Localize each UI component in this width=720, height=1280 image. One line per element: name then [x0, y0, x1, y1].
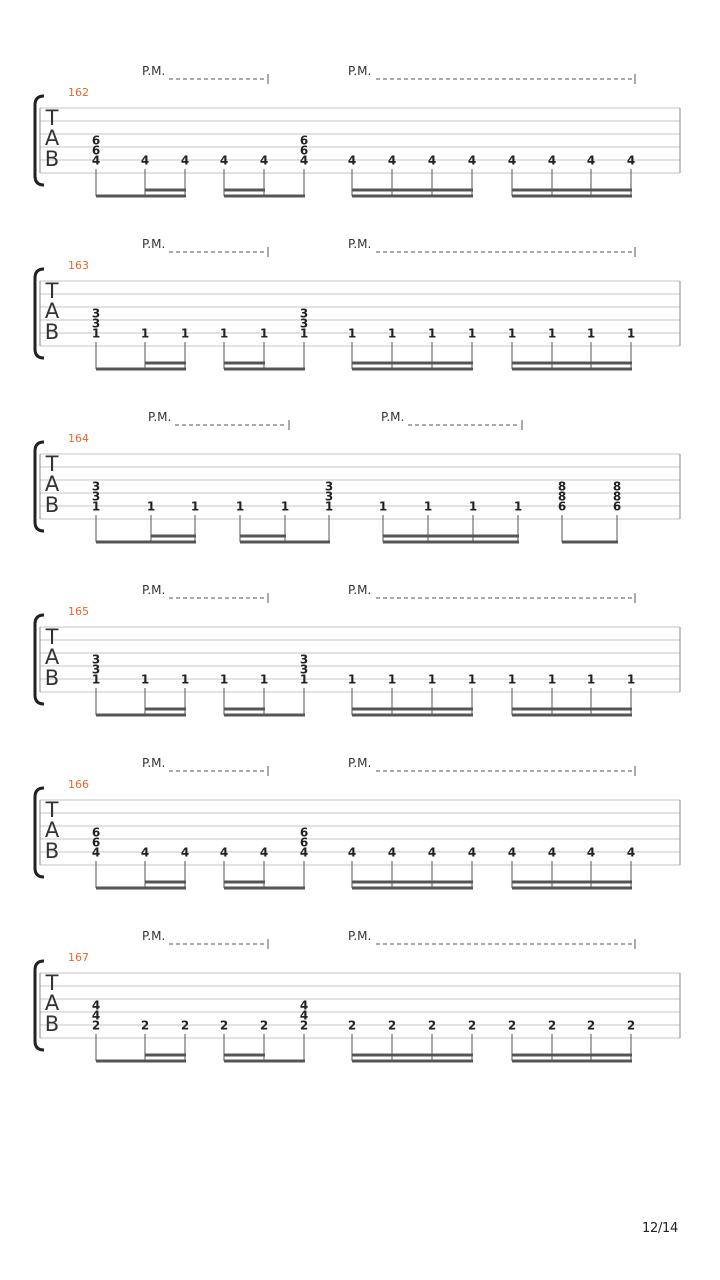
fret-number: 3 — [91, 316, 101, 331]
note-beam — [512, 887, 632, 890]
note-beam — [151, 535, 196, 538]
bar-number: 162 — [68, 86, 89, 99]
fret-number: 4 — [387, 153, 397, 168]
note-beam — [224, 708, 265, 711]
note-beam — [512, 189, 632, 192]
note-beam — [145, 362, 186, 365]
fret-number: 4 — [626, 153, 636, 168]
fret-number: 2 — [259, 1018, 269, 1033]
fret-number: 4 — [547, 153, 557, 168]
note-beam — [145, 881, 186, 884]
fret-number: 1 — [427, 672, 437, 687]
fret-number: 2 — [507, 1018, 517, 1033]
note-beam — [512, 195, 632, 198]
fret-number: 4 — [91, 1008, 101, 1023]
tab-letter-a: A — [44, 126, 60, 150]
fret-number: 1 — [547, 672, 557, 687]
fret-number: 3 — [299, 662, 309, 677]
fret-number: 4 — [427, 153, 437, 168]
fret-number: 1 — [219, 326, 229, 341]
fret-number: 4 — [387, 845, 397, 860]
note-beam — [96, 887, 186, 890]
note-beam — [96, 368, 186, 371]
fret-number: 1 — [507, 672, 517, 687]
fret-number: 2 — [180, 1018, 190, 1033]
fret-number: 8 — [612, 479, 622, 494]
note-beam — [145, 708, 186, 711]
note-beam — [352, 362, 473, 365]
note-beam — [224, 189, 265, 192]
note-beam — [240, 535, 286, 538]
fret-number: 2 — [140, 1018, 150, 1033]
note-beam — [224, 362, 265, 365]
tab-letter-a: A — [44, 818, 60, 842]
fret-number: 1 — [259, 326, 269, 341]
fret-number: 1 — [347, 672, 357, 687]
fret-number: 1 — [190, 499, 200, 514]
fret-number: 4 — [91, 845, 101, 860]
note-beam — [383, 541, 519, 544]
note-beam — [96, 541, 196, 544]
fret-number: 6 — [299, 143, 309, 158]
tab-letter-b: B — [44, 666, 60, 690]
tab-letter-a: A — [44, 991, 60, 1015]
fret-number: 1 — [378, 499, 388, 514]
fret-number: 3 — [299, 306, 309, 321]
fret-number: 4 — [140, 845, 150, 860]
note-beam — [224, 1054, 265, 1057]
fret-number: 8 — [557, 479, 567, 494]
page-number: 12/14 — [642, 1221, 678, 1236]
note-beam — [383, 535, 519, 538]
fret-number: 1 — [468, 499, 478, 514]
fret-number: 1 — [586, 672, 596, 687]
fret-number: 3 — [299, 316, 309, 331]
fret-number: 3 — [91, 306, 101, 321]
fret-number: 1 — [259, 672, 269, 687]
note-beam — [512, 1054, 632, 1057]
tab-system-163 — [35, 237, 680, 371]
bar-number: 164 — [68, 432, 89, 445]
fret-number: 1 — [299, 326, 309, 341]
note-beam — [512, 714, 632, 717]
note-beam — [352, 881, 473, 884]
fret-number: 4 — [91, 998, 101, 1013]
palm-mute-label: P.M. — [148, 410, 172, 424]
fret-number: 3 — [91, 652, 101, 667]
fret-number: 1 — [235, 499, 245, 514]
note-beam — [352, 1054, 473, 1057]
note-beam — [96, 1060, 186, 1063]
fret-number: 3 — [91, 662, 101, 677]
tab-system-164 — [35, 410, 680, 544]
note-beam — [512, 368, 632, 371]
tab-letter-b: B — [44, 320, 60, 344]
tab-letter-t: T — [45, 625, 59, 649]
fret-number: 1 — [140, 672, 150, 687]
note-beam — [224, 1060, 305, 1063]
fret-number: 4 — [347, 153, 357, 168]
fret-number: 1 — [547, 326, 557, 341]
tab-letter-t: T — [45, 798, 59, 822]
fret-number: 1 — [91, 499, 101, 514]
fret-number: 4 — [299, 1008, 309, 1023]
fret-number: 4 — [259, 153, 269, 168]
palm-mute-label: P.M. — [348, 237, 372, 251]
bar-number: 166 — [68, 778, 89, 791]
fret-number: 3 — [299, 652, 309, 667]
tab-letter-t: T — [45, 279, 59, 303]
fret-number: 8 — [557, 489, 567, 504]
fret-number: 3 — [91, 479, 101, 494]
note-beam — [145, 1054, 186, 1057]
fret-number: 4 — [626, 845, 636, 860]
note-beam — [240, 541, 330, 544]
fret-number: 4 — [467, 153, 477, 168]
fret-number: 2 — [547, 1018, 557, 1033]
fret-number: 1 — [387, 672, 397, 687]
fret-number: 3 — [91, 489, 101, 504]
tab-letter-a: A — [44, 299, 60, 323]
note-beam — [512, 362, 632, 365]
fret-number: 4 — [347, 845, 357, 860]
palm-mute-label: P.M. — [142, 756, 166, 770]
tab-letter-a: A — [44, 645, 60, 669]
fret-number: 4 — [180, 845, 190, 860]
fret-number: 2 — [219, 1018, 229, 1033]
fret-number: 1 — [180, 672, 190, 687]
palm-mute-label: P.M. — [348, 929, 372, 943]
note-beam — [352, 1060, 473, 1063]
fret-number: 1 — [513, 499, 523, 514]
fret-number: 6 — [299, 825, 309, 840]
fret-number: 1 — [91, 326, 101, 341]
fret-number: 4 — [427, 845, 437, 860]
fret-number: 6 — [612, 499, 622, 514]
fret-number: 1 — [387, 326, 397, 341]
fret-number: 6 — [91, 835, 101, 850]
fret-number: 2 — [299, 1018, 309, 1033]
fret-number: 6 — [91, 143, 101, 158]
fret-number: 1 — [219, 672, 229, 687]
note-beam — [352, 368, 473, 371]
fret-number: 4 — [299, 845, 309, 860]
tab-letter-t: T — [45, 452, 59, 476]
fret-number: 4 — [507, 845, 517, 860]
note-beam — [224, 714, 305, 717]
fret-number: 1 — [180, 326, 190, 341]
fret-number: 1 — [423, 499, 433, 514]
fret-number: 4 — [299, 153, 309, 168]
bar-number: 167 — [68, 951, 89, 964]
fret-number: 4 — [219, 845, 229, 860]
palm-mute-label: P.M. — [142, 237, 166, 251]
fret-number: 2 — [427, 1018, 437, 1033]
fret-number: 4 — [91, 153, 101, 168]
fret-number: 1 — [467, 672, 477, 687]
tab-system-162 — [35, 64, 680, 198]
note-beam — [562, 541, 618, 544]
fret-number: 6 — [557, 499, 567, 514]
fret-number: 6 — [299, 835, 309, 850]
fret-number: 1 — [626, 672, 636, 687]
fret-number: 4 — [586, 153, 596, 168]
palm-mute-label: P.M. — [348, 756, 372, 770]
bar-number: 163 — [68, 259, 89, 272]
palm-mute-label: P.M. — [381, 410, 405, 424]
palm-mute-label: P.M. — [142, 583, 166, 597]
tab-letter-t: T — [45, 971, 59, 995]
fret-number: 1 — [146, 499, 156, 514]
fret-number: 4 — [299, 998, 309, 1013]
fret-number: 1 — [507, 326, 517, 341]
note-beam — [96, 195, 186, 198]
fret-number: 1 — [280, 499, 290, 514]
tab-letter-t: T — [45, 106, 59, 130]
tab-system-166 — [35, 756, 680, 890]
note-beam — [224, 195, 305, 198]
fret-number: 1 — [91, 672, 101, 687]
fret-number: 1 — [427, 326, 437, 341]
fret-number: 1 — [140, 326, 150, 341]
tab-letter-b: B — [44, 493, 60, 517]
palm-mute-label: P.M. — [142, 929, 166, 943]
fret-number: 4 — [219, 153, 229, 168]
note-beam — [352, 714, 473, 717]
note-beam — [352, 887, 473, 890]
tab-letter-b: B — [44, 147, 60, 171]
fret-number: 1 — [347, 326, 357, 341]
fret-number: 8 — [612, 489, 622, 504]
note-beam — [512, 881, 632, 884]
note-beam — [224, 368, 305, 371]
tab-letter-b: B — [44, 1012, 60, 1036]
fret-number: 4 — [586, 845, 596, 860]
fret-number: 4 — [467, 845, 477, 860]
fret-number: 6 — [91, 825, 101, 840]
fret-number: 4 — [507, 153, 517, 168]
tab-letter-a: A — [44, 472, 60, 496]
note-beam — [352, 708, 473, 711]
fret-number: 2 — [347, 1018, 357, 1033]
fret-number: 6 — [91, 133, 101, 148]
fret-number: 1 — [467, 326, 477, 341]
fret-number: 1 — [299, 672, 309, 687]
fret-number: 4 — [180, 153, 190, 168]
note-beam — [512, 1060, 632, 1063]
note-beam — [224, 881, 265, 884]
note-beam — [352, 189, 473, 192]
fret-number: 6 — [299, 133, 309, 148]
fret-number: 3 — [324, 489, 334, 504]
fret-number: 4 — [547, 845, 557, 860]
note-beam — [512, 708, 632, 711]
fret-number: 2 — [387, 1018, 397, 1033]
fret-number: 2 — [586, 1018, 596, 1033]
tab-system-165 — [35, 583, 680, 717]
fret-number: 1 — [586, 326, 596, 341]
fret-number: 1 — [324, 499, 334, 514]
note-beam — [145, 189, 186, 192]
fret-number: 1 — [626, 326, 636, 341]
note-beam — [224, 887, 305, 890]
note-beam — [96, 714, 186, 717]
fret-number: 4 — [259, 845, 269, 860]
tab-letter-b: B — [44, 839, 60, 863]
palm-mute-label: P.M. — [348, 583, 372, 597]
fret-number: 2 — [626, 1018, 636, 1033]
palm-mute-label: P.M. — [348, 64, 372, 78]
palm-mute-label: P.M. — [142, 64, 166, 78]
fret-number: 3 — [324, 479, 334, 494]
bar-number: 165 — [68, 605, 89, 618]
note-beam — [352, 195, 473, 198]
tab-system-167 — [35, 929, 680, 1063]
fret-number: 2 — [91, 1018, 101, 1033]
fret-number: 2 — [467, 1018, 477, 1033]
fret-number: 4 — [140, 153, 150, 168]
